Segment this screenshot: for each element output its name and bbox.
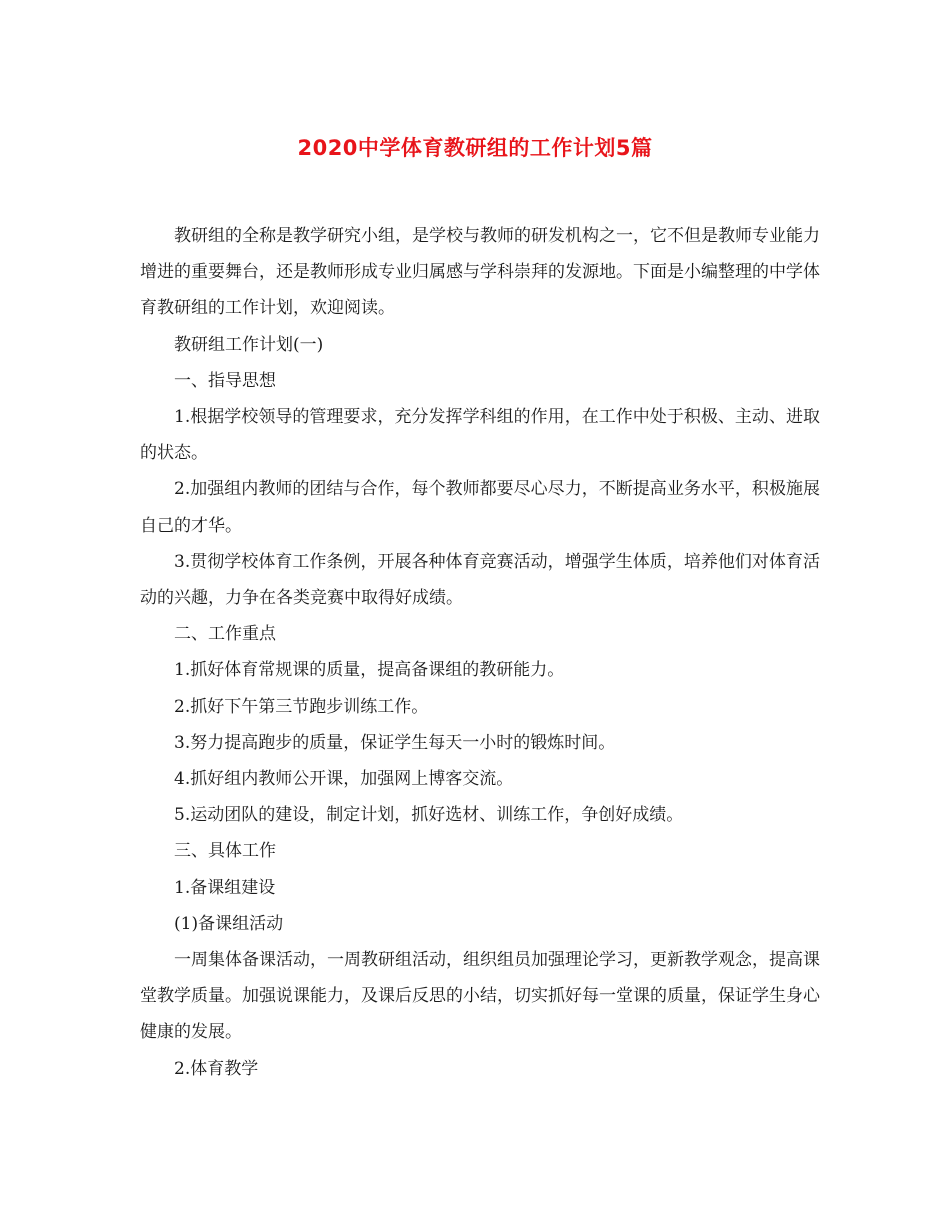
- paragraph-plan-one-heading: 教研组工作计划(一): [174, 334, 324, 355]
- section-heading-guiding-ideas: 一、指导思想: [174, 370, 276, 391]
- subheading-lesson-group: 1.备课组建设: [174, 877, 276, 898]
- paragraph-focus-3: 3.努力提高跑步的质量，保证学生每天一小时的锻炼时间。: [174, 732, 616, 753]
- paragraph-guiding-1: 1.根据学校领导的管理要求，充分发挥学科组的作用，在工作中处于积极、主动、进取的状态。: [140, 407, 820, 464]
- document-body: [140, 218, 820, 1087]
- paragraph-focus-4: 4.抓好组内教师公开课，加强网上博客交流。: [174, 769, 514, 790]
- paragraph-focus-1: 1.抓好体育常规课的质量，提高备课组的教研能力。: [174, 660, 565, 681]
- paragraph-guiding-3: 3.贯彻学校体育工作条例，开展各种体育竞赛活动，增强学生体质，培养他们对体育活动的兴趣，力争在各类竞赛中取得好成绩。: [140, 551, 820, 609]
- paragraph-guiding-2: 2.加强组内教师的团结与合作，每个教师都要尽心尽力，不断提高业务水平，积极施展自己的才华。: [140, 479, 820, 536]
- paragraph-focus-5: 5.运动团队的建设，制定计划，抓好选材、训练工作，争创好成绩。: [174, 805, 684, 826]
- subheading-pe-teaching: 2.体育教学: [174, 1058, 259, 1079]
- paragraph-lesson-activities: 一周集体备课活动，一周教研组活动，组织组员加强理论学习，更新教学观念，提高课堂教学质量。加强说课能力，及课后反思的小结，切实抓好每一堂课的质量，保证学生身心健康的发展。: [140, 950, 820, 1043]
- document-title: 2020中学体育教研组的工作计划5篇: [297, 136, 653, 160]
- subheading-lesson-activities: (1)备课组活动: [174, 913, 284, 934]
- paragraph-intro: 教研组的全称是教学研究小组，是学校与教师的研发机构之一，它不但是教师专业能力增进的重要舞台，还是教师形成专业归属感与学科崇拜的发源地。下面是小编整理的中学体育教研组的工作计划，欢迎阅读。: [140, 226, 820, 319]
- paragraph-focus-2: 2.抓好下午第三节跑步训练工作。: [174, 696, 429, 717]
- section-heading-work-focus: 二、工作重点: [174, 624, 276, 645]
- section-heading-specific-work: 三、具体工作: [174, 841, 276, 862]
